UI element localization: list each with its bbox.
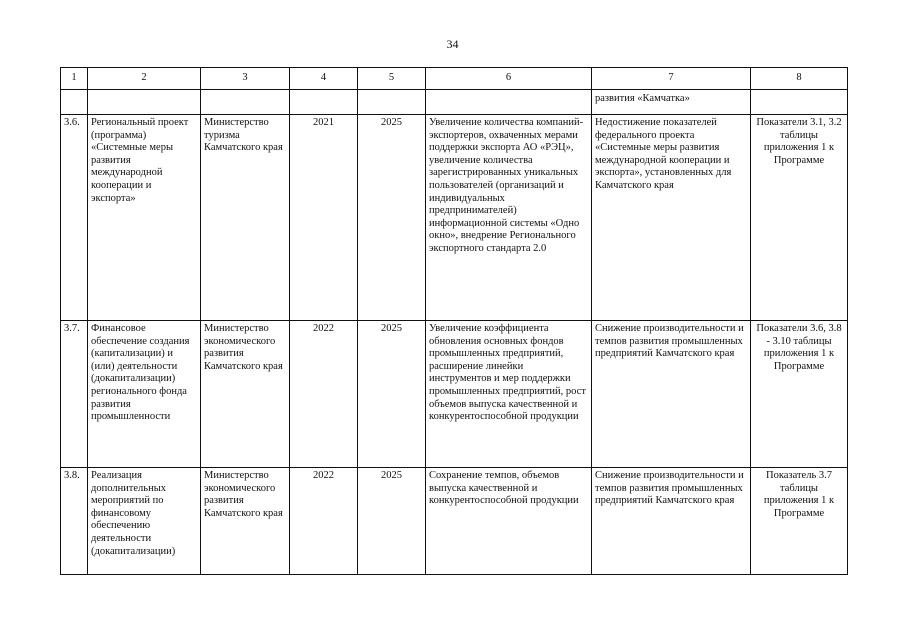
indicators: Показатели 3.1, 3.2 таблицы приложения 1 к Программе	[751, 115, 848, 321]
header-col-6: 6	[426, 68, 592, 90]
row-number: 3.6.	[61, 115, 88, 321]
header-col-5: 5	[358, 68, 426, 90]
table-row	[61, 115, 848, 321]
cell-empty	[358, 90, 426, 115]
header-col-1: 1	[61, 68, 88, 90]
measures-table	[60, 67, 848, 575]
row-number: 3.8.	[61, 468, 88, 575]
header-row	[61, 68, 848, 90]
table-row	[61, 468, 848, 575]
indicators: Показатели 3.6, 3.8 - 3.10 таблицы приложения 1 к Программе	[751, 321, 848, 468]
cell-empty	[88, 90, 201, 115]
end-year: 2025	[358, 321, 426, 468]
consequences: Снижение производительности и темпов развития промышленных предприятий Камчатского края	[592, 468, 751, 575]
start-year: 2022	[290, 468, 358, 575]
executor: Министерство туризма Камчатского края	[201, 115, 290, 321]
header-col-4: 4	[290, 68, 358, 90]
row-number: 3.7.	[61, 321, 88, 468]
measure-name: Реализация дополнительных мероприятий по финансовому обеспечению деятельности (докапитализации)	[88, 468, 201, 575]
start-year: 2021	[290, 115, 358, 321]
end-year: 2025	[358, 468, 426, 575]
expected-result: Увеличение коэффициента обновления основных фондов промышленных предприятий, расширение линейки инструментов и мер поддержки промышленных предприятий, рост объемов выпуска качественной и конкурентоспособной продукции	[426, 321, 592, 468]
page-number: 34	[446, 37, 459, 51]
consequences: Снижение производительности и темпов развития промышленных предприятий Камчатского края	[592, 321, 751, 468]
measure-name: Финансовое обеспечение создания (капитализации) и (или) деятельности (докапитализации) регионального фонда развития промышленности	[88, 321, 201, 468]
start-year: 2022	[290, 321, 358, 468]
cell-empty	[290, 90, 358, 115]
cell-empty	[201, 90, 290, 115]
consequences: Недостижение показателей федерального проекта «Системные меры развития международной кооперации и экспорта», установленных для Камчатского края	[592, 115, 751, 321]
header-col-8: 8	[751, 68, 848, 90]
header-col-7: 7	[592, 68, 751, 90]
expected-result: Увеличение количества компаний-экспортеров, охваченных мерами поддержки экспорта АО «РЭЦ», увеличение количества зарегистрированных уникальных пользователей (организаций и индивидуальных предпринимателей) информационной системы «Одно окно», внедрение Регионального экспортного стандарта 2.0	[426, 115, 592, 321]
header-col-3: 3	[201, 68, 290, 90]
expected-result: Сохранение темпов, объемов выпуска качественной и конкурентоспособной продукции	[426, 468, 592, 575]
cell-empty	[426, 90, 592, 115]
indicators: Показатель 3.7 таблицы приложения 1 к Программе	[751, 468, 848, 575]
end-year: 2025	[358, 115, 426, 321]
continuation-consequences: развития «Камчатка»	[592, 90, 751, 115]
table-row	[61, 321, 848, 468]
cell-empty	[751, 90, 848, 115]
measure-name: Региональный проект (программа) «Системные меры развития международной кооперации и экспорта»	[88, 115, 201, 321]
executor: Министерство экономического развития Камчатского края	[201, 321, 290, 468]
continuation-row	[61, 90, 848, 115]
cell-empty	[61, 90, 88, 115]
executor: Министерство экономического развития Камчатского края	[201, 468, 290, 575]
header-col-2: 2	[88, 68, 201, 90]
